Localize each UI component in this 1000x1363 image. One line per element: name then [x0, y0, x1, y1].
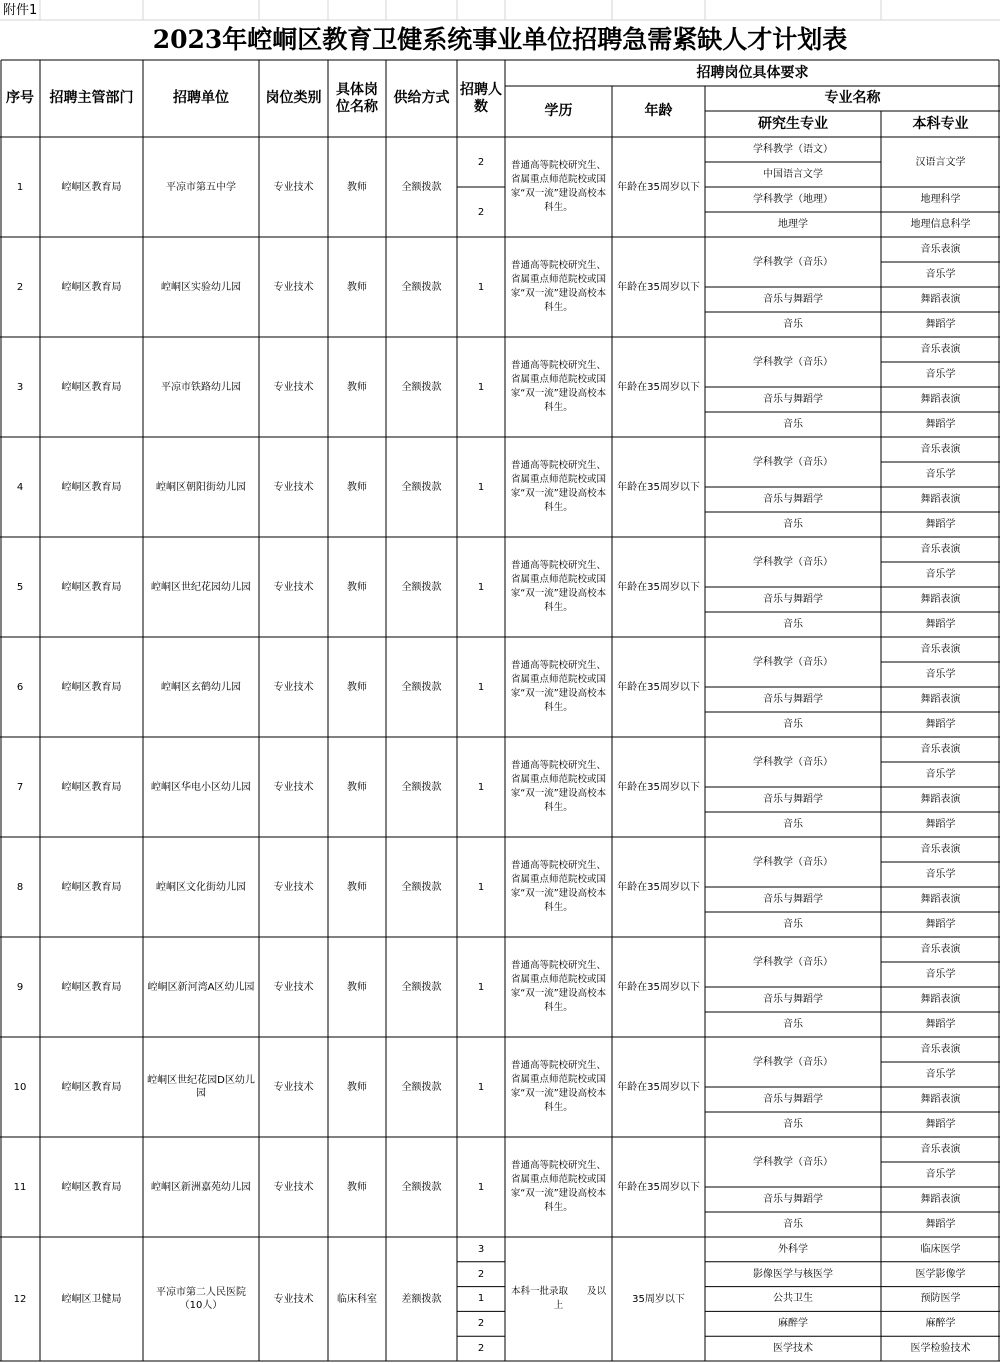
row-age: 年龄在35周岁以下: [617, 881, 700, 893]
row-unit: 崆峒区朝阳街幼儿园: [156, 481, 246, 493]
ug-major-cell: 音乐表演: [920, 1144, 961, 1155]
row-unit: 平凉市第二人民医院（10人）: [156, 1287, 246, 1311]
row-count: 1: [477, 1081, 485, 1093]
row-seq: 4: [16, 481, 24, 493]
ug-major-cell: 舞蹈学: [925, 419, 956, 430]
row-position: 教师: [347, 381, 367, 393]
grad-major-cell: 学科教学（音乐）: [753, 856, 833, 868]
ug-major-cell: 舞蹈表演: [920, 1094, 961, 1105]
grad-major-cell: 公共卫生: [773, 1293, 813, 1305]
row-funding: 全额拨款: [401, 581, 442, 593]
ug-major-cell: 音乐学: [925, 669, 956, 680]
row-dept: 崆峒区教育局: [61, 981, 122, 993]
row-education: 普通高等院校研究生、省属重点师范院校或国家“双一流”建设高校本科生。: [510, 460, 607, 513]
grad-major-cell: 音乐: [783, 619, 803, 630]
ug-major-cell: 音乐学: [925, 969, 956, 980]
row-age: 35周岁以下: [632, 1293, 685, 1305]
grad-major-cell: 学科教学（音乐）: [753, 656, 833, 668]
row-unit: 崆峒区世纪花园幼儿园: [151, 581, 251, 593]
row-dept: 崆峒区教育局: [61, 481, 122, 493]
row-position: 教师: [347, 1081, 367, 1093]
row-dept: 崆峒区教育局: [61, 381, 122, 393]
row-dept: 崆峒区教育局: [61, 1081, 122, 1093]
grad-major-cell: 音乐与舞蹈学: [763, 494, 823, 505]
grad-major-cell: 音乐: [783, 919, 803, 930]
grad-major-cell: 学科教学（音乐）: [753, 256, 833, 268]
grad-major-cell: 音乐: [783, 1119, 803, 1130]
ug-major-cell: 音乐学: [925, 569, 956, 580]
row-seq: 3: [16, 381, 24, 393]
row-count: 2: [477, 206, 485, 218]
row-funding: 全额拨款: [401, 781, 442, 793]
row-position: 教师: [347, 981, 367, 993]
row-dept: 崆峒区卫健局: [61, 1293, 122, 1305]
grad-major-cell: 学科教学（语文）: [753, 144, 833, 155]
row-count: 2: [477, 1318, 485, 1330]
row-dept: 崆峒区教育局: [61, 881, 122, 893]
ug-major-cell: 音乐学: [925, 1169, 956, 1180]
row-category: 专业技术: [273, 381, 314, 393]
grad-major-cell: 学科教学（音乐）: [753, 456, 833, 468]
row-seq: 9: [16, 981, 24, 993]
ug-major-cell: 音乐学: [925, 369, 956, 380]
row-dept: 崆峒区教育局: [61, 681, 122, 693]
row-age: 年龄在35周岁以下: [617, 681, 700, 693]
row-unit: 崆峒区文化街幼儿园: [156, 881, 246, 893]
row-seq: 2: [16, 281, 24, 293]
ug-major-cell: 音乐表演: [920, 544, 961, 555]
attachment-label: 附件1: [3, 3, 38, 18]
grad-major-cell: 医学技术: [773, 1343, 813, 1355]
row-count: 2: [477, 1343, 485, 1355]
ug-major-cell: 舞蹈表演: [920, 694, 961, 705]
row-category: 专业技术: [273, 1081, 314, 1093]
row-dept: 崆峒区教育局: [61, 1181, 122, 1193]
row-count: 1: [477, 981, 485, 993]
header-count: 招聘人数: [460, 81, 502, 115]
row-count: 1: [477, 1293, 485, 1305]
row-education: 普通高等院校研究生、省属重点师范院校或国家“双一流”建设高校本科生。: [510, 660, 607, 713]
row-seq: 10: [13, 1081, 27, 1093]
grad-major-cell: 外科学: [778, 1243, 808, 1255]
ug-major-cell: 临床医学: [920, 1243, 961, 1255]
row-unit: 崆峒区玄鹤幼儿园: [161, 681, 241, 693]
grad-major-cell: 学科教学（音乐）: [753, 1056, 833, 1068]
row-age: 年龄在35周岁以下: [617, 1081, 700, 1093]
row-category: 专业技术: [273, 1181, 314, 1193]
ug-major-cell: 音乐表演: [920, 1044, 961, 1055]
row-count: 2: [477, 156, 485, 168]
row-funding: 差额拨款: [401, 1293, 442, 1305]
row-education: 普通高等院校研究生、省属重点师范院校或国家“双一流”建设高校本科生。: [510, 360, 607, 413]
ug-major-cell: 舞蹈表演: [920, 394, 961, 405]
row-seq: 11: [13, 1181, 27, 1193]
grad-major-cell: 音乐与舞蹈学: [763, 294, 823, 305]
row-position: 教师: [347, 681, 367, 693]
row-category: 专业技术: [273, 181, 314, 193]
ug-major-cell: 音乐学: [925, 769, 956, 780]
row-category: 专业技术: [273, 581, 314, 593]
grad-major-cell: 麻醉学: [778, 1318, 808, 1330]
grad-major-cell: 地理学: [778, 219, 808, 230]
row-position: 教师: [347, 281, 367, 293]
row-category: 专业技术: [273, 881, 314, 893]
row-unit: 崆峒区华电小区幼儿园: [151, 781, 251, 793]
row-age: 年龄在35周岁以下: [617, 981, 700, 993]
header-dept: 招聘主管部门: [49, 90, 134, 106]
header-category: 岗位类别: [265, 90, 322, 106]
ug-major-cell: 音乐学: [925, 469, 956, 480]
ug-major-cell: 音乐表演: [920, 344, 961, 355]
row-seq: 8: [16, 881, 24, 893]
row-unit: 崆峒区世纪花园D区幼儿园: [147, 1075, 255, 1099]
header-seq: 序号: [6, 90, 34, 106]
grad-major-cell: 音乐与舞蹈学: [763, 594, 823, 605]
grad-major-cell: 音乐与舞蹈学: [763, 1094, 823, 1105]
grad-major-cell: 音乐与舞蹈学: [763, 394, 823, 405]
ug-major-cell: 舞蹈学: [925, 1119, 956, 1130]
row-education: 普通高等院校研究生、省属重点师范院校或国家“双一流”建设高校本科生。: [510, 1160, 607, 1213]
row-position: 教师: [347, 881, 367, 893]
row-count: 1: [477, 681, 485, 693]
ug-major-cell: 舞蹈表演: [920, 994, 961, 1005]
header-funding: 供给方式: [393, 90, 450, 106]
grad-major-cell: 学科教学（音乐）: [753, 356, 833, 368]
page-title: 2023年崆峒区教育卫健系统事业单位招聘急需紧缺人才计划表: [152, 25, 848, 54]
grad-major-cell: 音乐: [783, 1219, 803, 1230]
ug-major-cell: 音乐表演: [920, 944, 961, 955]
row-seq: 7: [16, 781, 24, 793]
ug-major-cell: 音乐表演: [920, 644, 961, 655]
row-dept: 崆峒区教育局: [61, 581, 122, 593]
row-dept: 崆峒区教育局: [61, 281, 122, 293]
row-age: 年龄在35周岁以下: [617, 781, 700, 793]
row-age: 年龄在35周岁以下: [617, 181, 700, 193]
row-education: 普通高等院校研究生、省属重点师范院校或国家“双一流”建设高校本科生。: [510, 160, 607, 213]
grad-major-cell: 中国语言文学: [763, 169, 823, 180]
header-requirements: 招聘岗位具体要求: [696, 64, 809, 81]
ug-major-cell: 舞蹈表演: [920, 1194, 961, 1205]
ug-major-cell: 音乐学: [925, 269, 956, 280]
row-age: 年龄在35周岁以下: [617, 1181, 700, 1193]
row-count: 2: [477, 1268, 485, 1280]
ug-major-cell: 地理信息科学: [910, 219, 971, 230]
row-seq: 12: [13, 1293, 27, 1305]
row-seq: 5: [16, 581, 24, 593]
row-funding: 全额拨款: [401, 1181, 442, 1193]
row-category: 专业技术: [273, 681, 314, 693]
grad-major-cell: 音乐与舞蹈学: [763, 994, 823, 1005]
row-funding: 全额拨款: [401, 481, 442, 493]
ug-major-cell: 音乐学: [925, 1069, 956, 1080]
row-funding: 全额拨款: [401, 181, 442, 193]
ug-major-cell: 音乐表演: [920, 444, 961, 455]
grad-major-cell: 学科教学（音乐）: [753, 756, 833, 768]
row-count: 3: [477, 1243, 485, 1255]
row-unit: 平凉市铁路幼儿园: [161, 381, 241, 393]
grad-major-cell: 音乐与舞蹈学: [763, 1194, 823, 1205]
ug-major-cell: 舞蹈表演: [920, 794, 961, 805]
row-position: 教师: [347, 581, 367, 593]
row-count: 1: [477, 381, 485, 393]
row-count: 1: [477, 281, 485, 293]
row-position: 教师: [347, 181, 367, 193]
row-seq: 6: [16, 681, 24, 693]
row-position: 教师: [347, 481, 367, 493]
grad-major-cell: 学科教学（音乐）: [753, 556, 833, 568]
ug-major-cell: 舞蹈学: [925, 1019, 956, 1030]
ug-major-cell: 音乐表演: [920, 744, 961, 755]
row-age: 年龄在35周岁以下: [617, 281, 700, 293]
row-funding: 全额拨款: [401, 281, 442, 293]
row-unit: 崆峒区新洲嘉苑幼儿园: [151, 1181, 251, 1193]
row-count: 1: [477, 881, 485, 893]
row-category: 专业技术: [273, 281, 314, 293]
ug-major-cell: 音乐学: [925, 869, 956, 880]
row-dept: 崆峒区教育局: [61, 781, 122, 793]
row-funding: 全额拨款: [401, 981, 442, 993]
ug-major-cell: 音乐表演: [920, 844, 961, 855]
row-position: 临床科室: [337, 1293, 377, 1305]
ug-major-cell: 麻醉学: [925, 1318, 956, 1330]
row-dept: 崆峒区教育局: [61, 181, 122, 193]
grad-major-cell: 音乐与舞蹈学: [763, 694, 823, 705]
row-position: 教师: [347, 1181, 367, 1193]
ug-major-cell: 音乐表演: [920, 244, 961, 255]
ug-major-cell: 地理科学: [920, 194, 961, 205]
row-unit: 平凉市第五中学: [166, 181, 236, 193]
row-position: 教师: [347, 781, 367, 793]
row-funding: 全额拨款: [401, 881, 442, 893]
ug-major-cell: 医学检验技术: [910, 1343, 971, 1355]
row-seq: 1: [16, 181, 24, 193]
grad-major-cell: 音乐: [783, 319, 803, 330]
header-education: 学历: [544, 103, 573, 119]
ug-major-cell: 医学影像学: [915, 1268, 966, 1280]
row-unit: 崆峒区新河湾A区幼儿园: [147, 981, 255, 993]
row-count: 1: [477, 1181, 485, 1193]
row-category: 专业技术: [273, 481, 314, 493]
grad-major-cell: 音乐: [783, 519, 803, 530]
ug-major-cell: 舞蹈学: [925, 319, 956, 330]
row-category: 专业技术: [273, 981, 314, 993]
row-education: 普通高等院校研究生、省属重点师范院校或国家“双一流”建设高校本科生。: [510, 1060, 607, 1113]
ug-major-cell: 舞蹈学: [925, 1219, 956, 1230]
grad-major-cell: 学科教学（音乐）: [753, 1156, 833, 1168]
grad-major-cell: 学科教学（地理）: [753, 194, 833, 205]
grad-major-cell: 学科教学（音乐）: [753, 956, 833, 968]
ug-major-cell: 预防医学: [920, 1293, 961, 1305]
row-count: 1: [477, 781, 485, 793]
ug-major-cell: 舞蹈表演: [920, 494, 961, 505]
row-education: 本科一批录取 及以上: [510, 1286, 606, 1311]
grad-major-cell: 音乐与舞蹈学: [763, 794, 823, 805]
grad-major-cell: 影像医学与核医学: [753, 1268, 833, 1280]
row-funding: 全额拨款: [401, 681, 442, 693]
header-unit: 招聘单位: [173, 90, 229, 106]
header-position: 具体岗位名称: [336, 81, 378, 115]
row-funding: 全额拨款: [401, 381, 442, 393]
ug-major-cell: 舞蹈表演: [920, 294, 961, 305]
grad-major-cell: 音乐: [783, 1019, 803, 1030]
row-education: 普通高等院校研究生、省属重点师范院校或国家“双一流”建设高校本科生。: [510, 760, 607, 813]
grad-major-cell: 音乐: [783, 719, 803, 730]
header-grad-major: 研究生专业: [758, 115, 828, 132]
row-count: 1: [477, 481, 485, 493]
ug-major-cell: 舞蹈学: [925, 619, 956, 630]
row-age: 年龄在35周岁以下: [617, 481, 700, 493]
header-ug-major: 本科专业: [912, 115, 969, 132]
row-age: 年龄在35周岁以下: [617, 581, 700, 593]
row-education: 普通高等院校研究生、省属重点师范院校或国家“双一流”建设高校本科生。: [510, 960, 607, 1013]
header-age: 年龄: [644, 103, 673, 119]
row-funding: 全额拨款: [401, 1081, 442, 1093]
row-education: 普通高等院校研究生、省属重点师范院校或国家“双一流”建设高校本科生。: [510, 860, 607, 913]
ug-major-cell: 舞蹈学: [925, 819, 956, 830]
grad-major-cell: 音乐: [783, 419, 803, 430]
row-count: 1: [477, 581, 485, 593]
row-unit: 崆峒区实验幼儿园: [161, 281, 241, 293]
row-category: 专业技术: [273, 781, 314, 793]
header-major: 专业名称: [824, 90, 881, 106]
row-category: 专业技术: [273, 1293, 314, 1305]
row-age: 年龄在35周岁以下: [617, 381, 700, 393]
ug-major-cell: 舞蹈学: [925, 519, 956, 530]
row-education: 普通高等院校研究生、省属重点师范院校或国家“双一流”建设高校本科生。: [510, 260, 607, 313]
ug-major-cell: 舞蹈学: [925, 719, 956, 730]
ug-major-cell: 汉语言文学: [915, 156, 966, 168]
row-education: 普通高等院校研究生、省属重点师范院校或国家“双一流”建设高校本科生。: [510, 560, 607, 613]
grad-major-cell: 音乐与舞蹈学: [763, 894, 823, 905]
ug-major-cell: 舞蹈表演: [920, 894, 961, 905]
ug-major-cell: 舞蹈表演: [920, 594, 961, 605]
grad-major-cell: 音乐: [783, 819, 803, 830]
ug-major-cell: 舞蹈学: [925, 919, 956, 930]
